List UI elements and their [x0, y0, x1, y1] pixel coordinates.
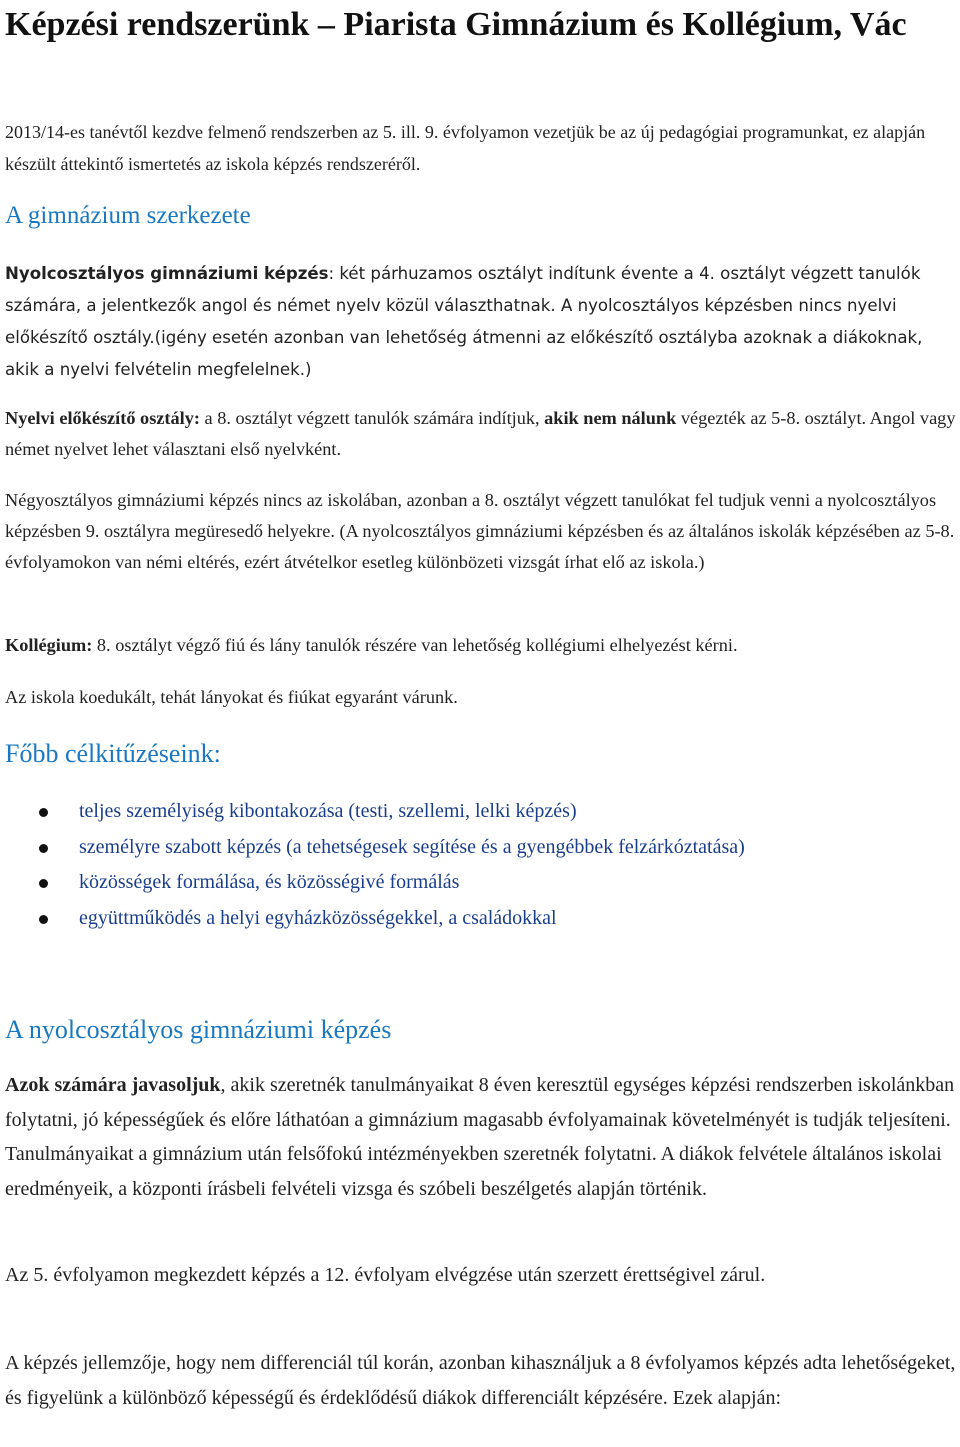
bullet-icon — [39, 808, 48, 817]
intro-paragraph: 2013/14-es tanévtől kezdve felmenő rendszerben az 5. ill. 9. évfolyamon vezetjük be az új pedagógiai programunkat, ez alapján készült áttekintő ismertetés az iskola képzés rendszeréről. — [5, 122, 926, 174]
goal-text: közösségek formálása, és közösségivé formálás — [79, 871, 460, 893]
dorm-paragraph — [5, 630, 957, 661]
list-item — [5, 794, 955, 830]
recommend-bold: Azok számára javasoljuk — [5, 1074, 221, 1096]
prep-text-a: a 8. osztályt végzett tanulók számára indítjuk, — [199, 408, 545, 428]
prep-paragraph — [5, 403, 957, 465]
bullet-icon — [39, 844, 48, 853]
list-item — [5, 865, 955, 901]
goal-text: személyre szabott képzés (a tehetségesek segítése és a gyengébbek felzárkóztatása) — [79, 835, 745, 858]
list-item — [5, 830, 955, 866]
page-title: Képzési rendszerünk – Piarista Gimnázium és Kollégium, Vác — [5, 6, 907, 43]
recommend-paragraph — [5, 1068, 957, 1206]
goal-text: együttműködés a helyi egyházközösségekkel, a családokkal — [79, 906, 557, 929]
coed-paragraph: Az iskola koedukált, tehát lányokat és fiúkat egyaránt várunk. — [5, 687, 458, 707]
bullet-icon — [39, 915, 48, 924]
graduation-paragraph: Az 5. évfolyamon megkezdett képzés a 12. évfolyam elvégzése után szerzett érettségivel zárul. — [5, 1264, 766, 1286]
four-year-paragraph: Négyosztályos gimnáziumi képzés nincs az iskolában, azonban a 8. osztályt végzett tanulókat fel tudjuk venni a nyolcosztályos képzésben 9. osztályra megüresedő helyekre. (A nyolcosztályos gimnáziumi képzésben és az általános iskolák képzésében az 5-8. évfolyamokon van némi eltérés, ezért átvételkor esetleg különbözeti vizsgát írhat elő az iskola.) — [5, 490, 955, 572]
goal-text: teljes személyiség kibontakozása (testi, szellemi, lelki képzés) — [79, 800, 577, 822]
eight-year-section-heading: A nyolcosztályos gimnáziumi képzés — [5, 1015, 392, 1044]
dorm-text: 8. osztályt végző fiú és lány tanulók részére van lehetőség kollégiumi elhelyezést kérni. — [92, 635, 738, 655]
list-item — [5, 901, 955, 937]
structure-heading: A gimnázium szerkezete — [5, 202, 251, 229]
eight-year-label: Nyolcosztályos gimnáziumi képzés — [5, 264, 329, 283]
prep-text-b: végezték az 5-8. osztályt. Angol vagy német nyelvet lehet választani első nyelvként. — [5, 408, 956, 459]
eight-year-text: : két párhuzamos osztályt indítunk évente a 4. osztályt végzett tanulók számára, a jelentkezők angol és német nyelv közül választhatnak. A nyolcosztályos képzésben nincs nyelvi előkészítő osztály.(igény esetén azonban van lehetőség átmenni az előkészítő osztályba azoknak a diákoknak, akik a nyelvi felvételin megfelelnek.) — [5, 264, 923, 379]
eight-year-paragraph — [5, 258, 957, 386]
dorm-label: Kollégium: — [5, 635, 93, 655]
recommend-text: , akik szeretnék tanulmányaikat 8 éven keresztül egységes képzési rendszerben iskolánkban folytatni, jó képességűek és előre láthatóan a gimnázium magasabb évfolyamainak követelményét is tudják teljesíteni. Tanulmányaikat a gimnázium után felsőfokú intézményekben szeretnék folytatni. A diákok felvétele általános iskolai eredményeik, a központi írásbeli felvételi vizsga és szóbeli beszélgetés alapján történik. — [5, 1074, 955, 1200]
goals-list — [5, 794, 955, 936]
differentiation-paragraph: A képzés jellemzője, hogy nem differenciál túl korán, azonban kihasználjuk a 8 évfolyamos képzés adta lehetőségeket, és figyelünk a különböző képességű és érdeklődésű diákok differenciált képzésére. Ezek alapján: — [5, 1352, 956, 1409]
goals-heading: Főbb célkitűzéseink: — [5, 739, 221, 768]
bullet-icon — [39, 879, 48, 888]
prep-bold: akik nem nálunk — [544, 408, 677, 428]
prep-label: Nyelvi előkészítő osztály: — [5, 408, 200, 428]
